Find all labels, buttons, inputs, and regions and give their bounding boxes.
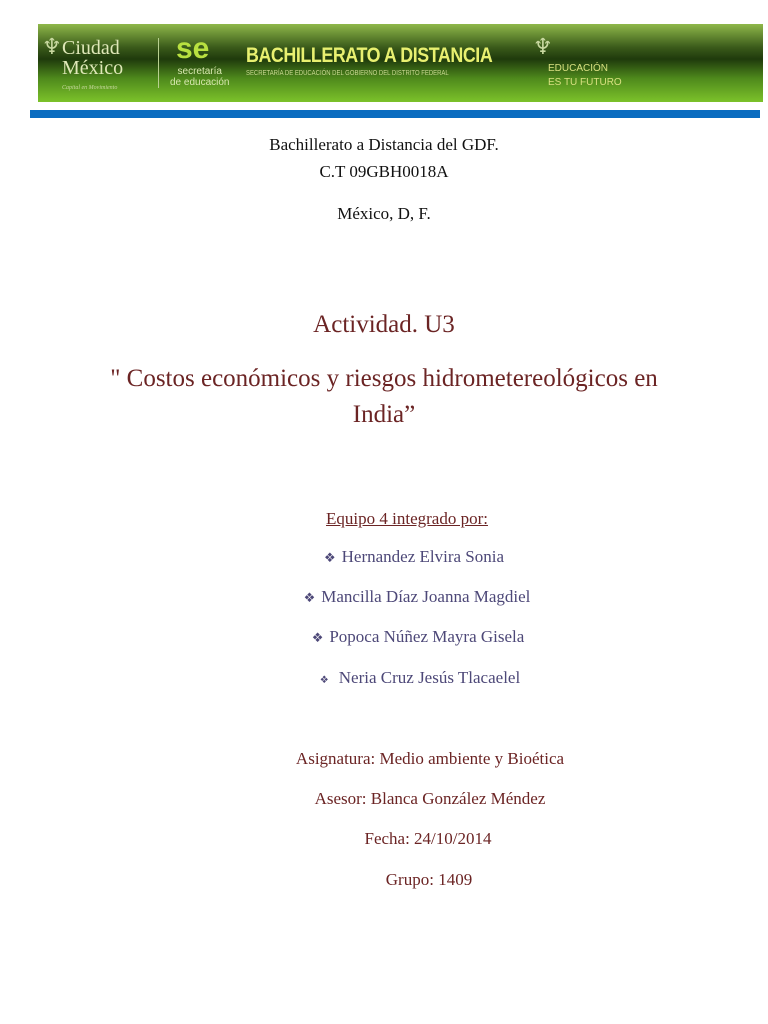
diamond-bullet-icon: ❖ [311,630,324,645]
logo-text: México [62,57,124,79]
blue-divider-bar [30,110,760,118]
date: Fecha: 24/10/2014 [364,829,492,848]
logo-tagline: Capital en Movimiento [62,85,118,91]
advisor: Asesor: Blanca González Méndez [314,789,546,808]
team-member [36,668,768,688]
divider [158,38,159,88]
diamond-bullet-icon: ❖ [323,550,336,565]
slogan-line: ES TU FUTURO [548,77,622,88]
document-title: " Costos económicos y riesgos hidrometereológicos en [110,365,658,392]
member-name: Neria Cruz Jesús Tlacaelel [338,668,521,687]
group: Grupo: 1409 [385,870,473,889]
banner-subtitle: SECRETARÍA DE EDUCACIÓN DEL GOBIERNO DEL DISTRITO FEDERAL [246,70,449,77]
se-caption-line: secretaría [177,66,222,77]
team-heading: Equipo 4 integrado por: [326,509,488,528]
institution-name: Bachillerato a Distancia del GDF. [269,135,499,154]
se-caption [170,66,230,88]
banner-title: BACHILLERATO A DISTANCIA [246,44,493,67]
activity-title: Actividad. U3 [313,311,455,338]
team-member [34,627,768,647]
team-member [30,547,768,567]
institution-location: México, D, F. [337,204,431,223]
logo-text: Ciudad [62,37,120,59]
header-banner [38,24,763,102]
member-name: Mancilla Díaz Joanna Magdiel [321,587,531,606]
slogan [548,62,622,90]
institution-ct: C.T 09GBH0018A [319,162,449,181]
se-logo: se [176,32,210,65]
member-name: Hernandez Elvira Sonia [341,547,505,566]
team-member [33,587,768,607]
angel-emblem-icon: ♆ [42,34,62,59]
ciudad-mexico-logo [62,38,123,98]
document-title: India” [352,401,416,428]
angel-emblem-icon: ♆ [533,34,553,59]
diamond-bullet-icon: ❖ [319,675,329,686]
slogan-line: EDUCACIÓN [548,63,609,74]
se-caption-line: de educación [170,77,230,88]
member-name: Popoca Núñez Mayra Gisela [329,627,525,646]
subject: Asignatura: Medio ambiente y Bioética [295,749,565,768]
diamond-bullet-icon: ❖ [303,590,316,605]
